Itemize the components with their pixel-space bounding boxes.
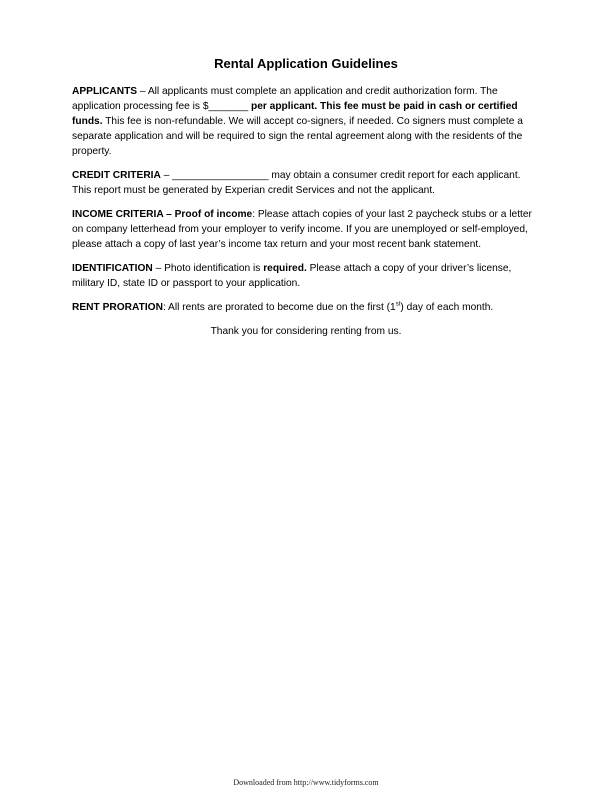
rent-proration-text-2: ) day of each month. xyxy=(400,302,494,313)
identification-text-2: Please attach a copy of your driver’s license, military ID, state ID or passport to your application. xyxy=(72,263,512,289)
credit-criteria-heading: CREDIT CRITERIA xyxy=(72,170,161,181)
rent-proration-paragraph xyxy=(72,300,540,315)
closing-note: Thank you for considering renting from us. xyxy=(210,326,402,337)
fee-payment-requirement: per applicant. This fee must be paid in cash or certified funds. xyxy=(72,101,518,127)
ordinal-superscript: st xyxy=(395,301,401,308)
income-criteria-heading: INCOME CRITERIA – Proof of income xyxy=(72,209,253,220)
identification-required: required. xyxy=(263,263,307,274)
guidelines-body xyxy=(72,84,540,348)
applicants-text-1: All applicants must complete an application and credit authorization form. The application processing fee is xyxy=(72,86,498,112)
rent-proration-text-1: : All rents are prorated to become due on the first (1 xyxy=(162,302,396,313)
credit-criteria-separator: – xyxy=(160,170,173,181)
download-footer: Downloaded from http://www.tidyforms.com xyxy=(233,778,379,787)
applicants-text-2: This fee is non-refundable. We will accept co-signers, if needed. Co signers must complete a separate application and will be required to sign the rental agreement along with the residents of the property. xyxy=(72,116,523,157)
income-criteria-text: : Please attach copies of your last 2 paycheck stubs or a letter on company letterhead from your employer to verify income. If you are unemployed or self-employed, please attach a copy of last year’s income tax return and your most recent bank statement. xyxy=(72,209,532,250)
identification-text-1: – Photo identification is xyxy=(152,263,264,274)
credit-provider-blank: _________________ xyxy=(172,170,269,181)
identification-paragraph xyxy=(72,261,540,291)
income-criteria-paragraph xyxy=(72,207,540,252)
credit-criteria-paragraph xyxy=(72,168,540,198)
rent-proration-heading: RENT PRORATION xyxy=(72,302,163,313)
identification-heading: IDENTIFICATION xyxy=(72,263,153,274)
credit-criteria-text: may obtain a consumer credit report for each applicant. This report must be generated by Experian credit Services and not the applicant. xyxy=(72,170,521,196)
fee-amount-blank: $_______ xyxy=(202,101,249,112)
page-title: Rental Application Guidelines xyxy=(214,56,398,71)
applicants-heading: APPLICANTS xyxy=(72,86,138,97)
applicants-separator: – xyxy=(137,86,148,97)
applicants-paragraph xyxy=(72,84,540,159)
